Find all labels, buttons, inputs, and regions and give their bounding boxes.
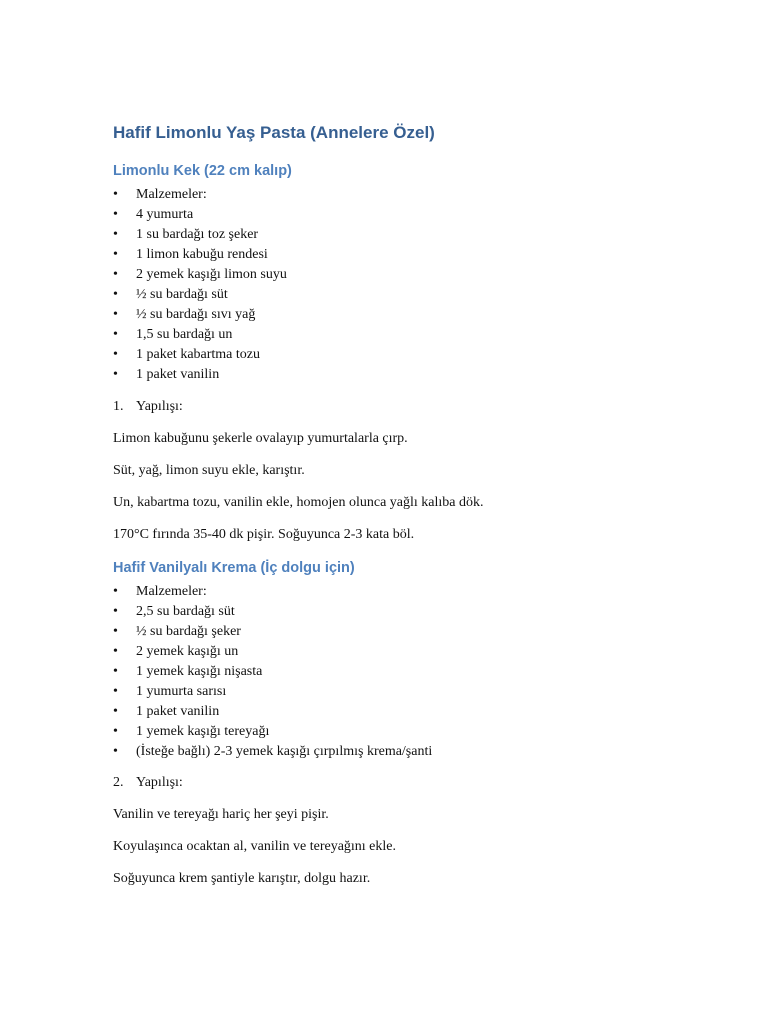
instruction-paragraph: Limon kabuğunu şekerle ovalayıp yumurtalarla çırp. [113, 431, 408, 446]
instruction-paragraph: Soğuyunca krem şantiyle karıştır, dolgu hazır. [113, 871, 371, 886]
bullet-icon: • [113, 187, 118, 202]
bullet-icon: • [113, 644, 118, 659]
step-label: Yapılışı: [136, 775, 183, 790]
bullet-icon: • [113, 724, 118, 739]
bullet-icon: • [113, 307, 118, 322]
bullet-icon: • [113, 744, 118, 759]
instruction-paragraph: Un, kabartma tozu, vanilin ekle, homojen olunca yağlı kalıba dök. [113, 495, 484, 510]
step-heading-cake [113, 397, 183, 417]
bullet-icon: • [113, 207, 118, 222]
step-number: 2. [113, 775, 124, 790]
instruction-paragraph: Koyulaşınca ocaktan al, vanilin ve tereyağını ekle. [113, 839, 397, 854]
step-label: Yapılışı: [136, 399, 183, 414]
bullet-icon: • [113, 327, 118, 342]
step-heading-cream [113, 773, 183, 793]
bullet-icon: • [113, 367, 118, 382]
bullet-icon: • [113, 704, 118, 719]
instruction-paragraph: Süt, yağ, limon suyu ekle, karıştır. [113, 463, 305, 478]
bullet-icon: • [113, 584, 118, 599]
section-heading-cream: Hafif Vanilyalı Krema (İç dolgu için) [113, 560, 355, 576]
bullet-icon: • [113, 227, 118, 242]
bullet-icon: • [113, 624, 118, 639]
instruction-paragraph: 170°C fırında 35-40 dk pişir. Soğuyunca 2-3 kata böl. [113, 527, 415, 542]
instruction-paragraph: Vanilin ve tereyağı hariç her şeyi pişir. [113, 807, 329, 822]
bullet-icon: • [113, 664, 118, 679]
bullet-icon: • [113, 684, 118, 699]
document-title: Hafif Limonlu Yaş Pasta (Annelere Özel) [113, 123, 435, 142]
bullet-icon: • [113, 287, 118, 302]
bullet-icon: • [113, 604, 118, 619]
document-page: Hafif Limonlu Yaş Pasta (Annelere Özel) Limonlu Kek (22 cm kalıp) • Malzemeler: • 4 yumurta • 1 su bardağı toz şeker • 1 limon kabuğu rendesi • 2 yemek kaşığı limon suyu • ½ su bardağı süt • ½ su bardağı sıvı yağ • 1,5 su bardağı un • 1 paket kabartma tozu • 1 paket vanilin 1. Yapılışı: Limon kabuğunu şekerle ovalayıp yumurtalarla çırp. Süt, yağ, limon suyu ekle, karıştır. Un, kabartma tozu, vanilin ekle, homojen olunca yağlı kalıba dök. 170°C fırında 35-40 dk pişir. Soğuyunca 2-3 kata böl. Hafif Vanilyalı Krema (İç dolgu için) • Malzemeler: • 2,5 su bardağı süt • ½ su bardağı şeker • 2 yemek kaşığı un • 1 yemek kaşığı nişasta • 1 yumurta sarısı • 1 paket vanilin • 1 yemek kaşığı tereyağı • (İsteğe bağlı) 2-3 yemek kaşığı çırpılmış krema/şanti 2. Yapılışı: Vanilin ve tereyağı hariç her şeyi pişir. Koyulaşınca ocaktan al, vanilin ve tereyağını ekle. Soğuyunca krem şantiyle karıştır, dolgu hazır. [0, 0, 768, 1024]
bullet-icon: • [113, 267, 118, 282]
section-heading-cake: Limonlu Kek (22 cm kalıp) [113, 163, 292, 179]
bullet-icon: • [113, 347, 118, 362]
bullet-icon: • [113, 247, 118, 262]
step-number: 1. [113, 399, 124, 414]
